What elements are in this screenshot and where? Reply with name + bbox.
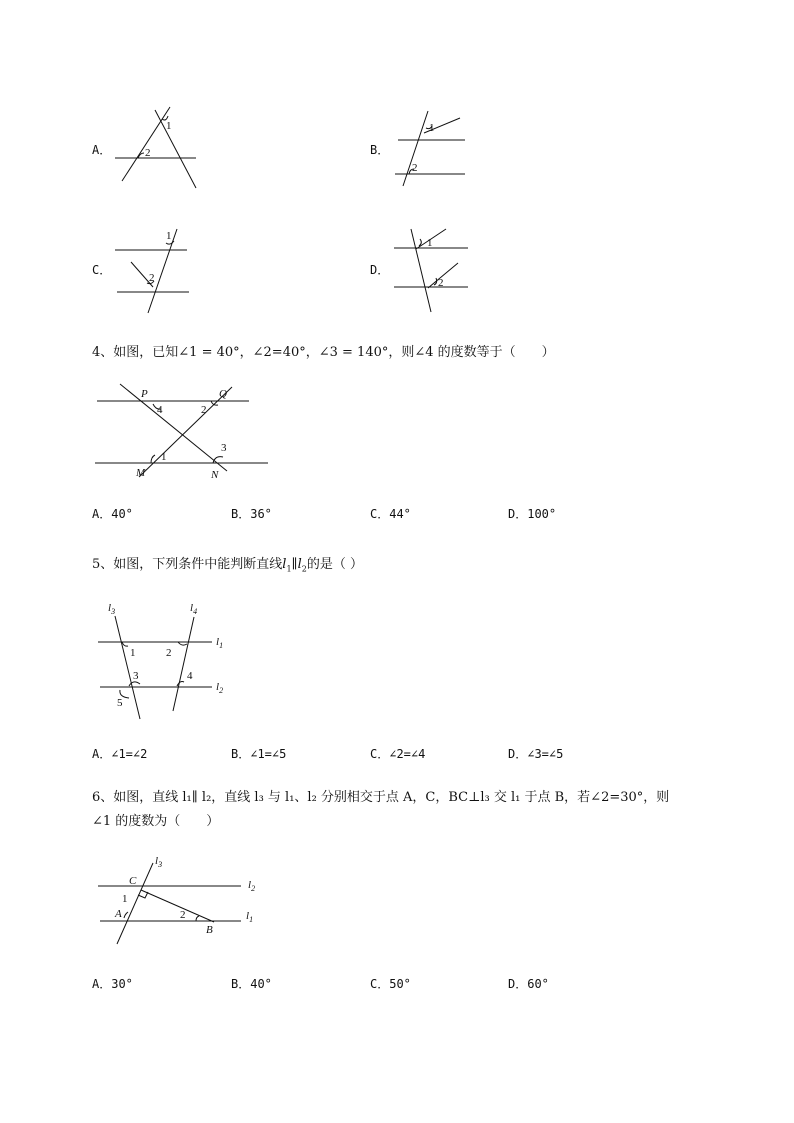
- q5-angle-5: 5: [117, 697, 123, 709]
- q5-option-a[interactable]: A．∠1=∠2: [92, 747, 148, 761]
- q5-stem-sub2: 2: [301, 564, 307, 574]
- q4-option-a[interactable]: A．40°: [92, 507, 133, 521]
- q5-label-l3: $l_3$: [108, 602, 116, 616]
- q4-angle-1: 1: [161, 451, 167, 463]
- q6-option-c[interactable]: C．50°: [370, 977, 411, 991]
- q3a-label-1: 1: [166, 120, 172, 132]
- q4-option-c[interactable]: C．44°: [370, 507, 411, 521]
- q5-stem-pre: 5、如图，下列条件中能判断直线: [92, 557, 283, 572]
- q3-option-b-letter: B．: [370, 143, 390, 157]
- q3d-label-2: 2: [438, 277, 444, 289]
- q5-angle-3: 3: [133, 670, 139, 682]
- q5-label-l4: $l_4$: [190, 602, 198, 616]
- q3b-label-1: 1: [429, 122, 435, 134]
- q6-angle-1: 1: [122, 893, 128, 905]
- q5-stem-l2: l: [297, 557, 302, 572]
- q5-stem-post: 的是（ ）: [306, 557, 363, 572]
- q4-label-M: M: [136, 467, 146, 479]
- q6-stem-line1: 6、如图，直线 l₁∥ l₂，直线 l₃ 与 l₁、l₂ 分别相交于点 A，C，BC⊥l₃ 交 l₁ 于点 B，若∠2=30°，则: [92, 790, 670, 805]
- q6-stem-line2: ∠1 的度数为（ ）: [92, 814, 220, 829]
- q6-label-C: C: [129, 875, 137, 887]
- q4-label-N: N: [211, 469, 219, 481]
- q5-option-b[interactable]: B．∠1=∠5: [231, 747, 287, 761]
- q3d-label-1: 1: [427, 237, 433, 249]
- q6-label-A: A: [115, 908, 122, 920]
- q6-option-b[interactable]: B．40°: [231, 977, 272, 991]
- q4-option-d[interactable]: D．100°: [508, 507, 557, 521]
- q4-label-Q: Q: [219, 388, 227, 400]
- q5-angle-1: 1: [130, 647, 136, 659]
- q3c-label-2: 2: [149, 272, 155, 284]
- q6-label-l1: $l_1$: [246, 910, 254, 924]
- q5-stem-l1: l: [282, 557, 287, 572]
- q5-label-l2: $l_2$: [216, 681, 224, 695]
- q5-option-c[interactable]: C．∠2=∠4: [370, 747, 426, 761]
- q6-option-a[interactable]: A．30°: [92, 977, 133, 991]
- q5-option-d[interactable]: D．∠3=∠5: [508, 747, 564, 761]
- q3-option-a-letter: A．: [92, 143, 112, 157]
- q6-option-d[interactable]: D．60°: [508, 977, 549, 991]
- q3c-label-1: 1: [166, 230, 172, 242]
- q6-angle-2: 2: [180, 909, 186, 921]
- q4-angle-3: 3: [221, 442, 227, 454]
- q3b-label-2: 2: [412, 162, 418, 174]
- q6-segment-bc: [141, 890, 214, 922]
- q6-label-l3: $l_3$: [155, 855, 163, 869]
- q3-option-c-letter: C．: [92, 263, 112, 277]
- q5-label-l1: $l_1$: [216, 636, 224, 650]
- q4-label-P: P: [141, 388, 148, 400]
- q5-angle-4: 4: [187, 670, 193, 682]
- q3a-label-2: 2: [145, 147, 151, 159]
- q5-stem-parallel: ∥: [291, 557, 298, 572]
- q3-option-d-letter: D．: [370, 263, 390, 277]
- q4-option-b[interactable]: B．36°: [231, 507, 272, 521]
- q6-label-l2: $l_2$: [248, 879, 256, 893]
- q5-stem-sub1: 1: [286, 564, 292, 574]
- q4-angle-2: 2: [201, 404, 207, 416]
- q6-label-B: B: [206, 924, 213, 936]
- q5-angle-2: 2: [166, 647, 172, 659]
- q4-stem: 4、如图，已知∠1 = 40°，∠2=40°，∠3 = 140°，则∠4 的度数等于（ ）: [92, 345, 555, 360]
- q4-angle-4: 4: [157, 404, 163, 416]
